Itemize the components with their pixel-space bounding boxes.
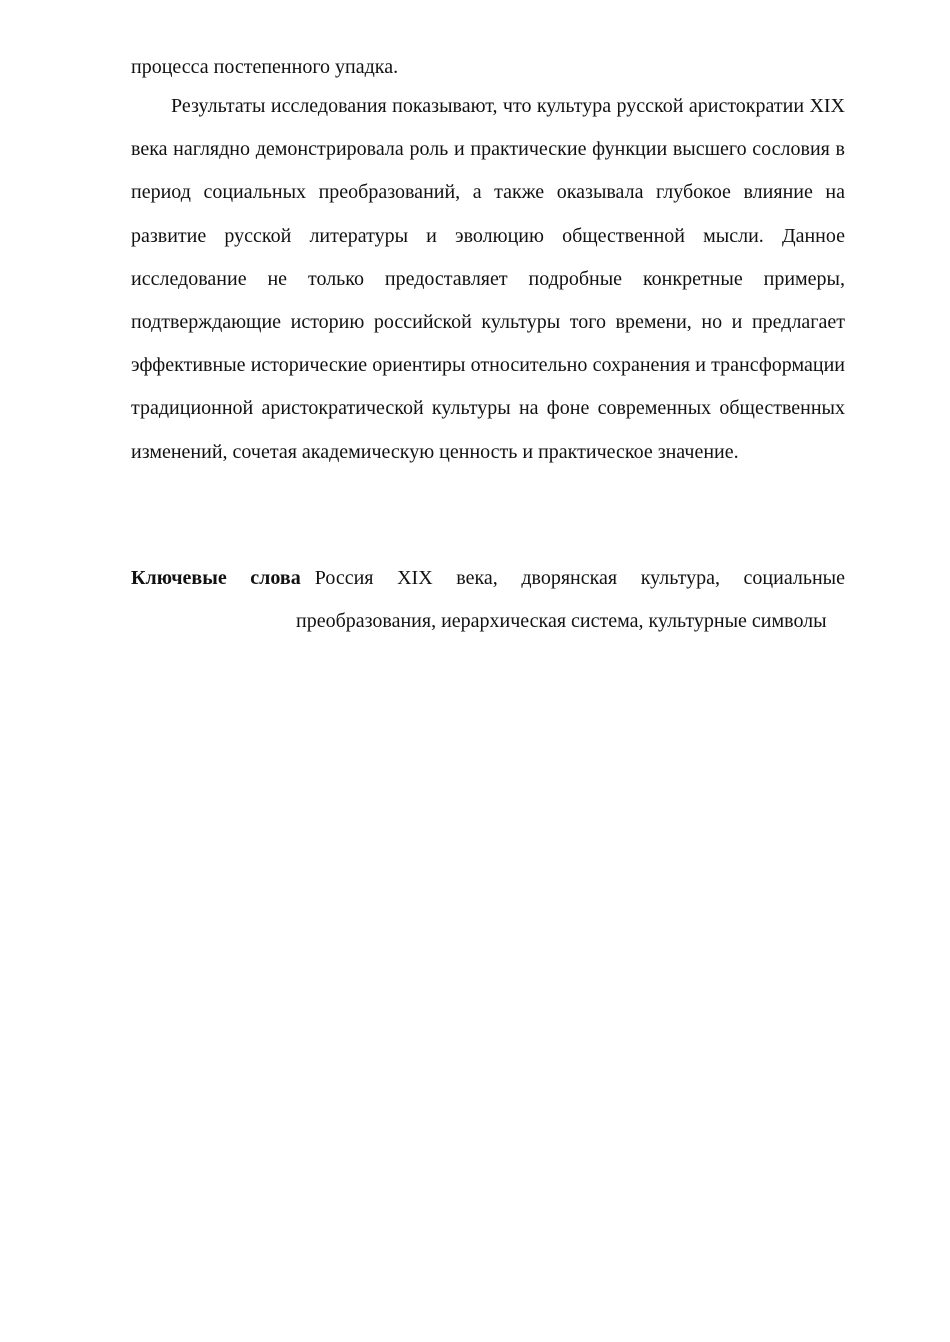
results-paragraph: Результаты исследования показывают, что культура русской аристократии XIX века наглядно демонстрировала роль и практические функции высшего сословия в период социальных преобразований, а также оказывала глубокое влияние на развитие русской литературы и эволюцию общественной мысли. Данное исследование не только предоставляет подробные конкретные примеры, подтверждающие историю российской культуры того времени, но и предлагает эффективные исторические ориентиры относительно сохранения и трансформации традиционной аристократической культуры на фоне современных общественных изменений, сочетая академическую ценность и практическое значение. [131, 95, 845, 463]
keywords-section [131, 557, 845, 643]
keywords-text: Россия XIX века, дворянская культура, социальные преобразования, иерархическая система, культурные символы [296, 567, 845, 633]
keywords-label: Ключевые слова [131, 567, 301, 589]
continuation-line: процесса постепенного упадка. [131, 56, 399, 78]
